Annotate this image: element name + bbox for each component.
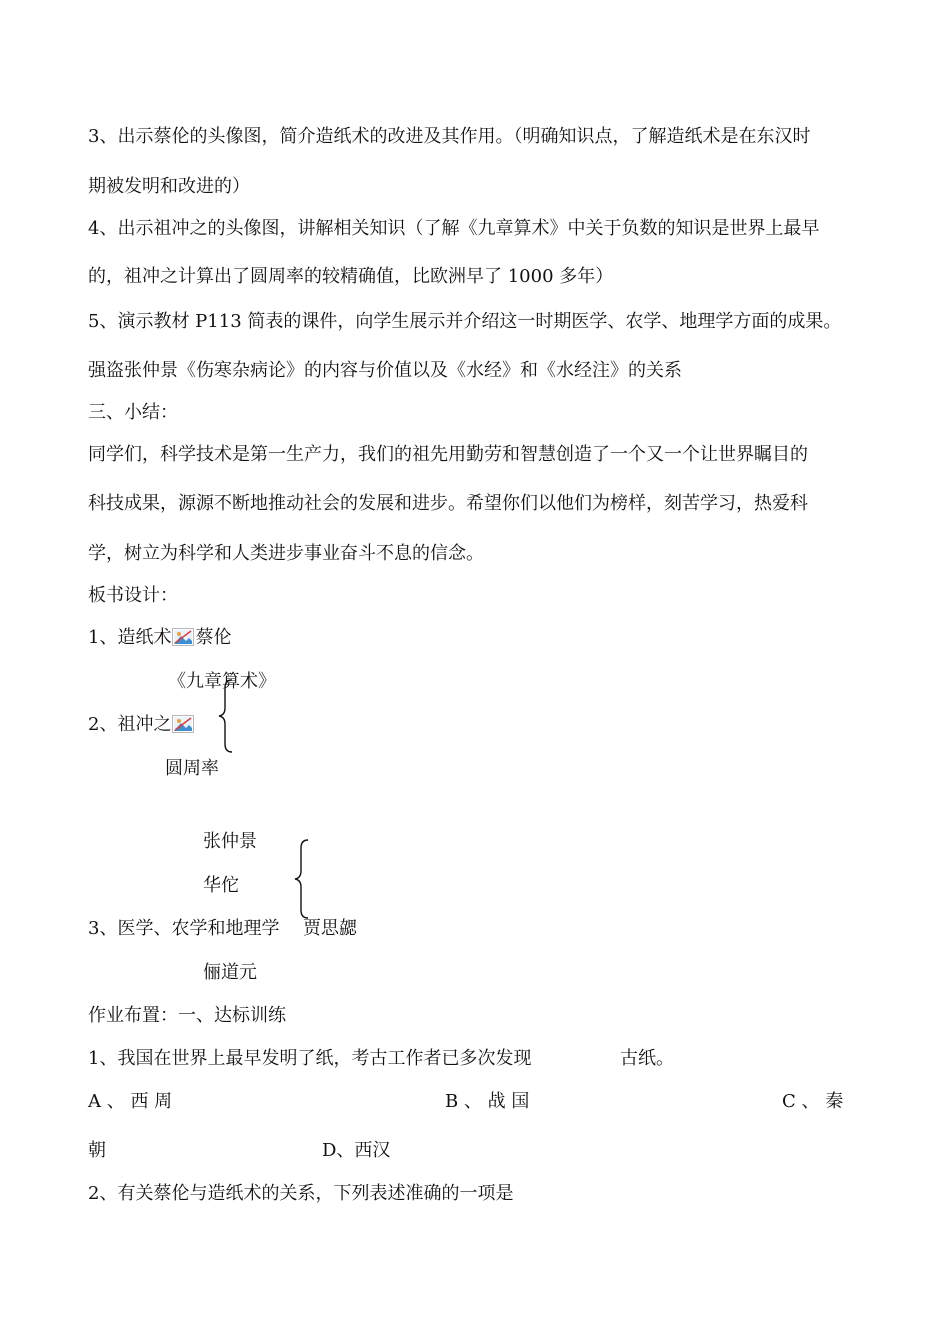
board-item3-c: 贾思勰: [303, 918, 357, 939]
board-item2: [88, 713, 195, 737]
broken-image-icon: [172, 715, 194, 733]
broken-image-icon: [172, 628, 194, 646]
step5-line2: 强盗张仲景《伤寒杂病论》的内容与价值以及《水经》和《水经注》的关系: [88, 360, 682, 381]
step5-line1: 5、演示教材 P113 简表的课件，向学生展示并介绍这一时期医学、农学、地理学方面的成果。: [88, 311, 842, 332]
board-item3-prefix: 3、医学、农学和地理学: [88, 918, 280, 939]
board-item2-top: 《九章算术》: [168, 671, 276, 692]
summary-line2: 科技成果，源源不断地推动社会的发展和进步。希望你们以他们为榜样，刻苦学习，热爱科: [88, 493, 808, 514]
board-item1: [88, 626, 231, 650]
board-item3-a: 张仲景: [203, 831, 257, 852]
question-1-tail: 古纸。: [620, 1048, 674, 1069]
option-b: B 、 战 国: [445, 1091, 530, 1112]
board-item1-suffix: 蔡伦: [195, 627, 232, 648]
summary-heading: 三、小结：: [88, 402, 178, 423]
step4-line1: 4、出示祖冲之的头像图，讲解相关知识（了解《九章算术》中关于负数的知识是世界上最早: [88, 218, 820, 239]
option-a: A 、 西 周: [88, 1091, 173, 1112]
step3-line2: 期被发明和改进的）: [88, 176, 250, 197]
summary-line1: 同学们，科学技术是第一生产力，我们的祖先用勤劳和智慧创造了一个又一个让世界瞩目的: [88, 444, 808, 465]
board-item2-bottom: 圆周率: [165, 758, 219, 779]
brace-icon: [216, 678, 236, 754]
board-item1-prefix: 1、造纸术: [88, 627, 172, 648]
question-1: 1、我国在世界上最早发明了纸，考古工作者已多次发现: [88, 1048, 532, 1069]
board-item3-d: 俪道元: [203, 962, 257, 983]
brace-icon: [292, 838, 312, 920]
step4-line2: 的，祖冲之计算出了圆周率的较精确值，比欧洲早了 1000 多年）: [88, 266, 614, 287]
homework-heading: 作业布置：一、达标训练: [88, 1005, 286, 1026]
step3-line1: 3、出示蔡伦的头像图，简介造纸术的改进及其作用。（明确知识点，了解造纸术是在东汉时: [88, 126, 811, 147]
board-item3-b: 华佗: [203, 875, 239, 896]
option-c: C 、 秦: [782, 1091, 844, 1112]
board-heading: 板书设计：: [88, 585, 178, 606]
board-item2-prefix: 2、祖冲之: [88, 714, 172, 735]
option-c-continued: 朝: [88, 1140, 106, 1161]
option-d: D、西汉: [322, 1140, 391, 1161]
summary-line3: 学，树立为科学和人类进步事业奋斗不息的信念。: [88, 543, 484, 564]
question-2: 2、有关蔡伦与造纸术的关系，下列表述准确的一项是: [88, 1183, 514, 1204]
